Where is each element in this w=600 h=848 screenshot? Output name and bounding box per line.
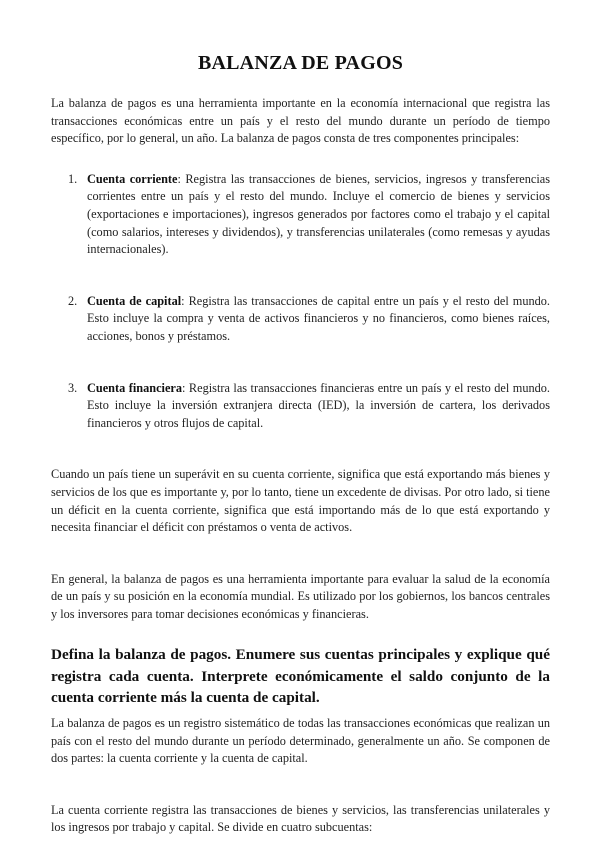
answer-paragraph: La balanza de pagos es un registro sistemático de todas las transacciones económicas que realizan un país con el resto del mundo durante un período determinado, generalmente un año. Se componen de dos partes: la cuenta corriente y la cuenta de capital.: [51, 715, 550, 766]
list-item-number: 2.: [68, 293, 78, 308]
question-heading: Defina la balanza de pagos. Enumere sus cuentas principales y explique qué registra cada cuenta. Interprete económicamente el saldo conjunto de la cuenta corriente más la cuenta de capital.: [51, 646, 550, 707]
list-item-term: Cuenta financiera: [87, 380, 183, 395]
surplus-paragraph: Cuando un país tiene un superávit en su cuenta corriente, significa que está exportando más bienes y servicios de los que es importante y, por lo tanto, tiene un excedente de divisas. Por otro lado, si tiene un déficit en la cuenta corriente, significa que está importando más de lo que está exportando y necesita financiar el déficit con préstamos o venta de activos.: [51, 467, 550, 535]
list-item: [51, 380, 550, 433]
current-account-paragraph: La cuenta corriente registra las transacciones de bienes y servicios, las transferencias unilaterales y los ingresos por trabajo y capital. Se divide en cuatro subcuentas:: [51, 802, 550, 835]
list-item-term: Cuenta corriente: [87, 171, 178, 186]
list-item-number: 3.: [68, 380, 78, 395]
list-item-description: : Registra las transacciones financieras entre un país y el resto del mundo. Esto incluye la inversión extranjera directa (IED), la inversión de cartera, los derivados financieros y otros flujos de capital.: [87, 380, 550, 430]
components-list: [51, 171, 550, 433]
list-item-description: : Registra las transacciones de bienes, servicios, ingresos y transferencias corrientes entre un país y el resto del mundo. Incluye el comercio de bienes y servicios (exportaciones e importaciones), ingresos generados por factores como el trabajo y el capital (como salarios, intereses y dividendos), y transferencias unilaterales (como remesas y ayudas internacionales).: [87, 171, 551, 257]
list-item: [51, 171, 550, 259]
list-item-number: 1.: [68, 171, 78, 186]
list-item-term: Cuenta de capital: [87, 293, 182, 308]
general-paragraph: En general, la balanza de pagos es una herramienta importante para evaluar la salud de la economía de un país y su posición en la economía mundial. Es utilizado por los gobiernos, los bancos centrales y los inversores para tomar decisiones económicas y financieras.: [51, 571, 550, 621]
document-title: BALANZA DE PAGOS: [197, 52, 404, 74]
list-item-description: : Registra las transacciones de capital entre un país y el resto del mundo. Esto incluye la compra y venta de activos financieros y no financieros, como bienes raíces, acciones, bonos y préstamos.: [87, 293, 550, 343]
list-item: [51, 293, 550, 346]
intro-paragraph: La balanza de pagos es una herramienta importante en la economía internacional que registra las transacciones económicas entre un país y el resto del mundo durante un período de tiempo específico, por lo general, un año. La balanza de pagos consta de tres componentes principales:: [51, 96, 550, 146]
